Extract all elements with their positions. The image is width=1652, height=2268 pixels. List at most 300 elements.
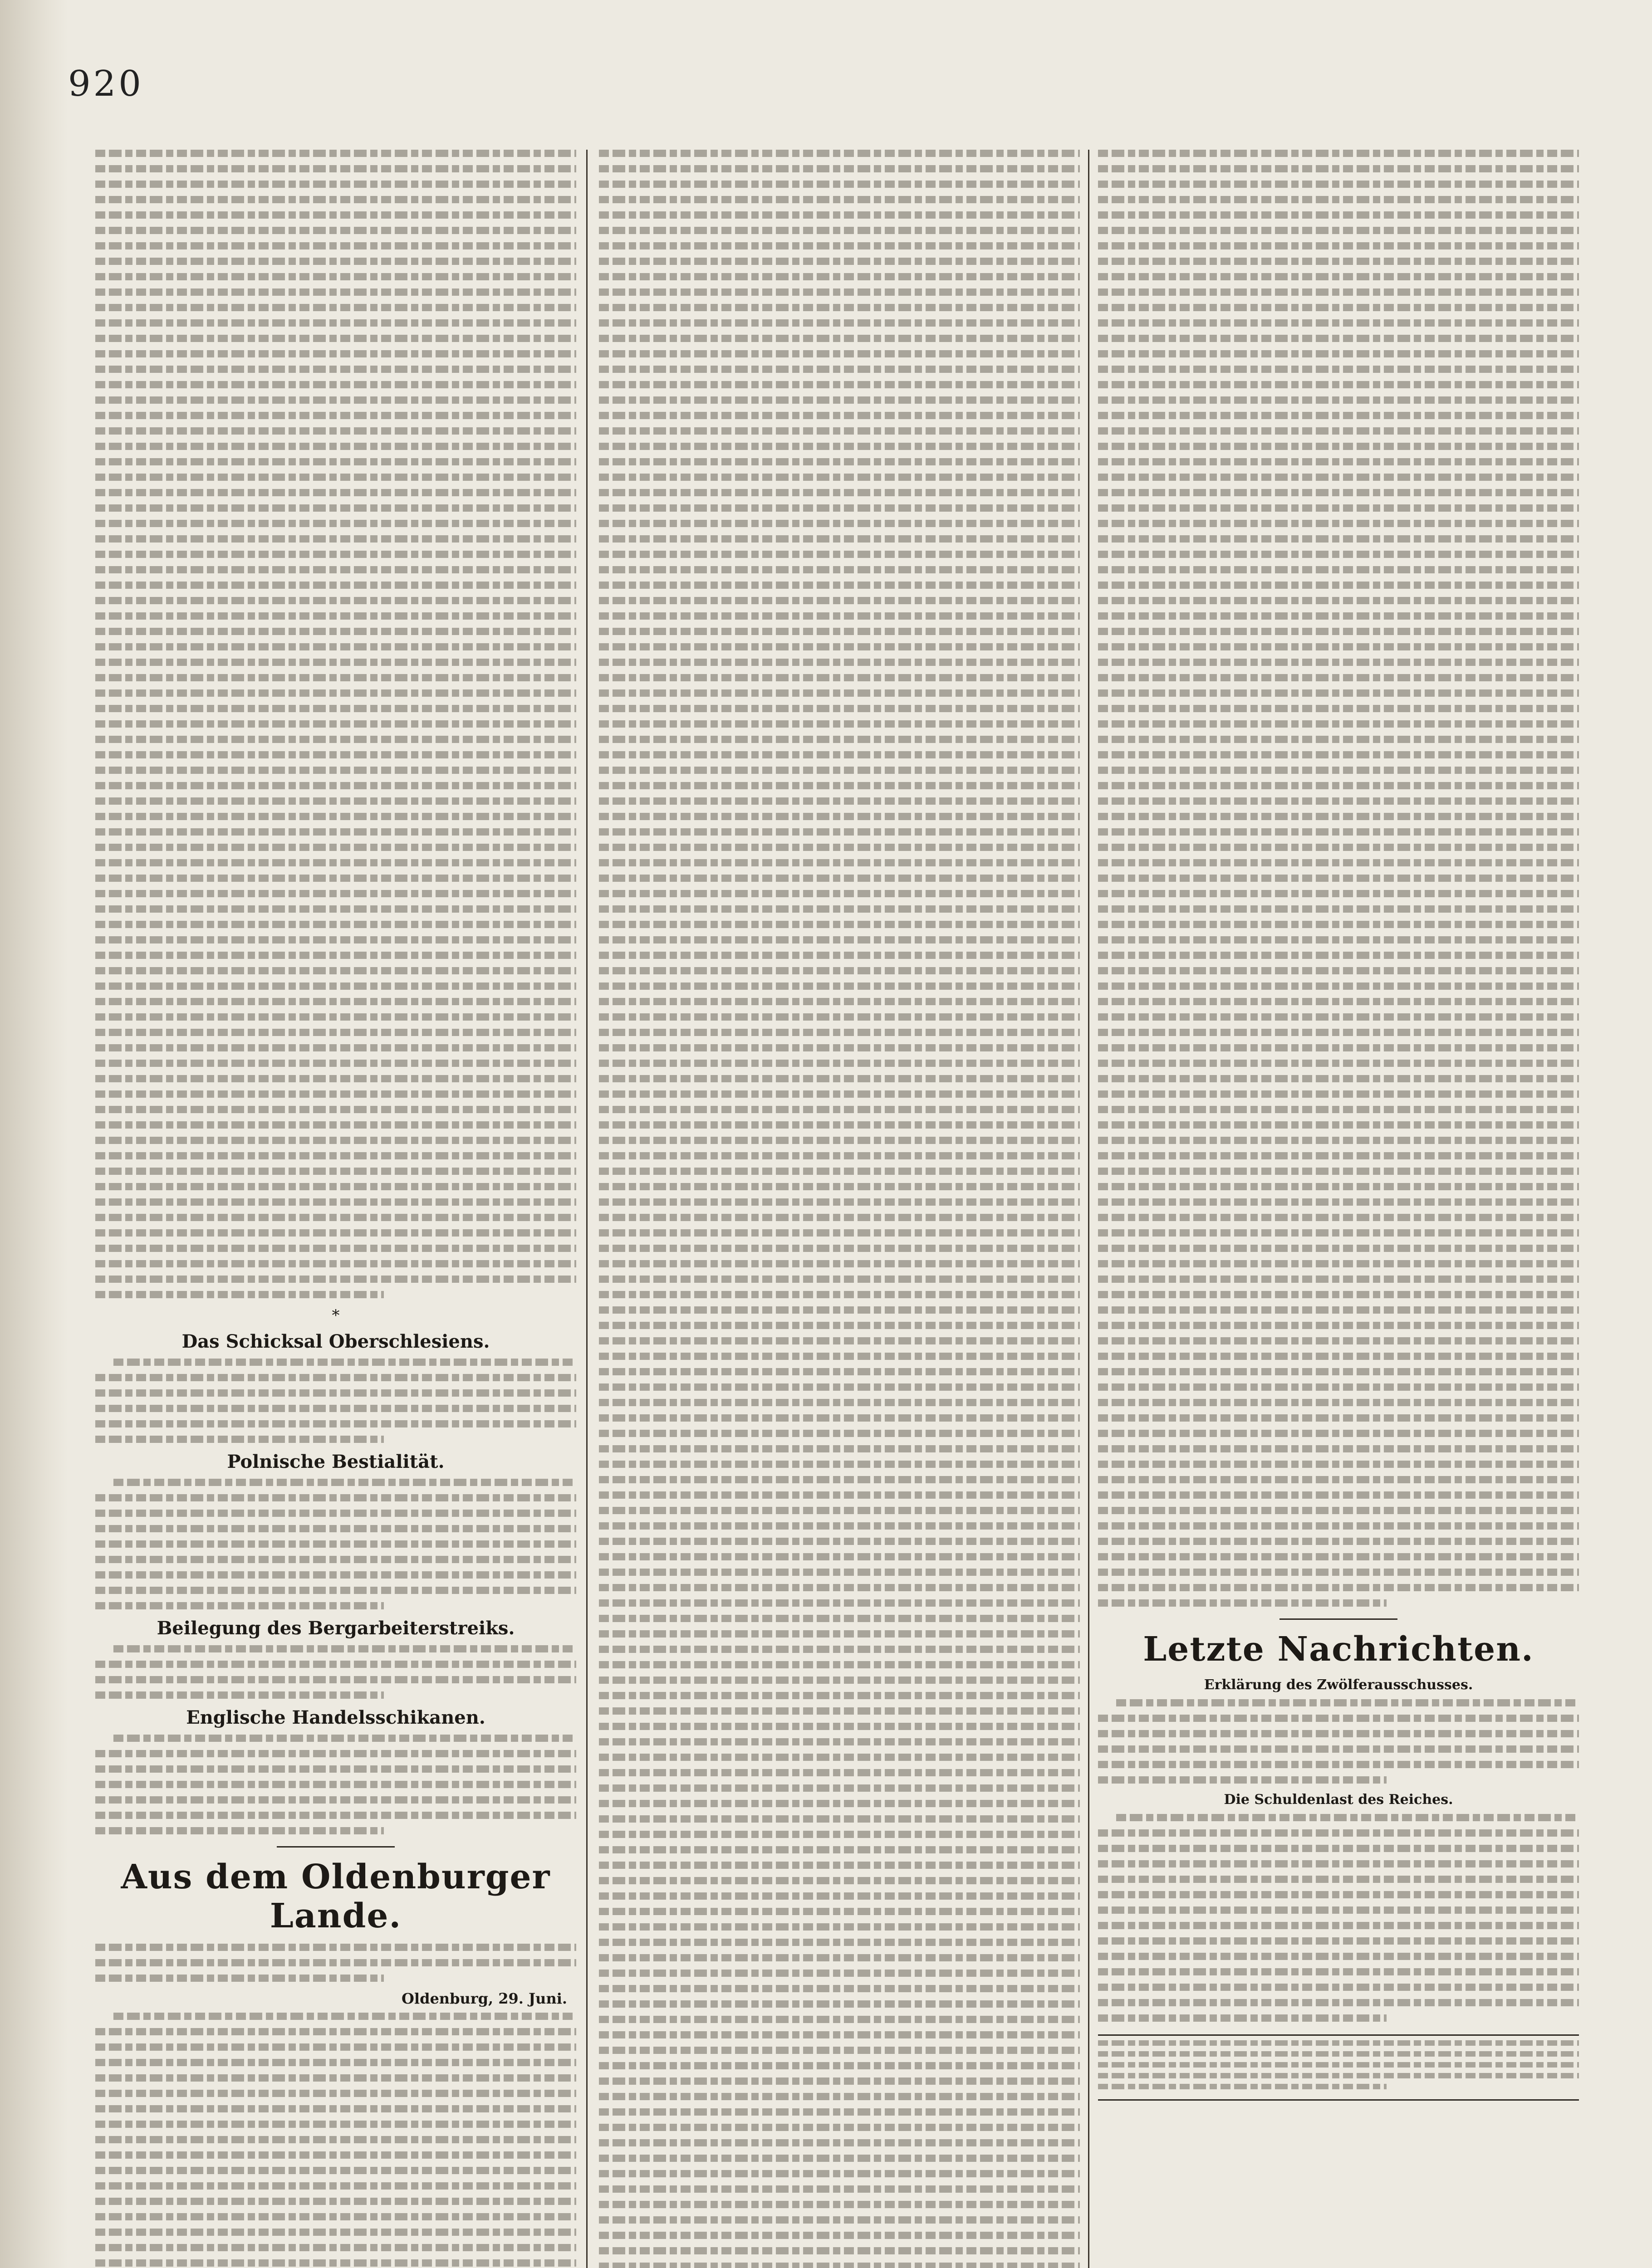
text-line [599, 1276, 1080, 1283]
text-line [599, 1260, 1080, 1267]
text-line [1098, 628, 1579, 635]
text-line [599, 165, 1080, 172]
text-line [1098, 1937, 1579, 1945]
text-line [599, 1121, 1080, 1129]
text-line [95, 736, 576, 743]
text-line [95, 288, 576, 296]
text-line [95, 1525, 576, 1532]
text-line [1098, 1137, 1579, 1144]
text-line [1098, 998, 1579, 1005]
text-line [95, 504, 576, 512]
text-line [599, 258, 1080, 265]
text-line [1098, 705, 1579, 712]
text-line [599, 1646, 1080, 1653]
text-line [599, 427, 1080, 435]
text-line [599, 2000, 1080, 2008]
text-line [599, 474, 1080, 481]
text-line [599, 489, 1080, 496]
text-line [1098, 150, 1579, 157]
text-line [95, 1827, 384, 1834]
text-line [95, 350, 576, 357]
text-line [1098, 443, 1579, 450]
text-line [95, 242, 576, 249]
text-line [599, 1599, 1080, 1607]
text-line [599, 1923, 1080, 1931]
text-line [95, 1075, 576, 1082]
text-line [1098, 504, 1579, 512]
text-line [1098, 1245, 1579, 1252]
text-line [599, 1445, 1080, 1452]
text-line [599, 936, 1080, 943]
text-line [599, 1106, 1080, 1113]
text-line [599, 1322, 1080, 1329]
text-line [599, 1877, 1080, 1884]
text-line [1098, 2040, 1579, 2046]
text-line [95, 828, 576, 836]
text-line [95, 2167, 576, 2174]
text-line [95, 366, 576, 373]
text-line [1098, 782, 1579, 789]
text-line [95, 797, 576, 805]
text-line [95, 813, 576, 820]
text-line [1098, 1507, 1579, 1514]
text-line [599, 335, 1080, 342]
text-line [1098, 1584, 1579, 1591]
text-line [95, 181, 576, 188]
text-line [599, 535, 1080, 543]
text-line [95, 2182, 576, 2190]
text-line [95, 1137, 576, 1144]
text-line [1098, 273, 1579, 280]
text-line [599, 921, 1080, 928]
text-line [95, 2121, 576, 2128]
text-line [95, 335, 576, 342]
text-line [599, 1738, 1080, 1745]
text-line [1098, 489, 1579, 496]
text-line [1098, 751, 1579, 758]
text-line [1098, 1553, 1579, 1560]
heading-bergarbeiter: Beilegung des Bergarbeiterstreiks. [157, 1618, 515, 1639]
text-line [599, 2139, 1080, 2146]
text-line [95, 1183, 576, 1190]
text-line [95, 458, 576, 465]
text-line [95, 1389, 576, 1397]
text-line [95, 2028, 576, 2035]
text-line [1098, 196, 1579, 203]
text-line [95, 396, 576, 404]
text-line [95, 319, 576, 327]
text-line [95, 1750, 576, 1757]
text-line [1098, 335, 1579, 342]
text-line [95, 782, 576, 789]
text-line [95, 1812, 576, 1819]
text-line [95, 998, 576, 1005]
text-line [95, 1436, 384, 1443]
text-line [599, 2016, 1080, 2023]
text-line [599, 952, 1080, 959]
text-line [599, 1908, 1080, 1915]
text-line [95, 1661, 576, 1668]
text-line [1098, 1291, 1579, 1298]
text-line [95, 443, 576, 450]
text-line [599, 458, 1080, 465]
text-line [95, 1245, 576, 1252]
text-line [1098, 1306, 1579, 1314]
text-line [599, 1538, 1080, 1545]
text-line [1098, 1029, 1579, 1036]
text-line [1098, 551, 1579, 558]
text-line [95, 659, 576, 666]
text-line [1098, 288, 1579, 296]
text-line [599, 797, 1080, 805]
text-line [95, 427, 576, 435]
text-line [599, 1183, 1080, 1190]
text-line [1098, 1968, 1579, 1975]
text-line [1098, 1522, 1579, 1530]
text-line [1098, 1538, 1579, 1545]
text-line [599, 211, 1080, 219]
text-line [1098, 1599, 1387, 1607]
text-line [599, 1306, 1080, 1314]
text-line [95, 1691, 384, 1699]
text-line [95, 1975, 384, 1982]
text-line [599, 767, 1080, 774]
text-line [1098, 967, 1579, 974]
text-line [1098, 381, 1579, 388]
text-line [1098, 227, 1579, 234]
text-line [1098, 181, 1579, 188]
text-line [95, 1229, 576, 1237]
text-line [1098, 1353, 1579, 1360]
text-line [113, 1479, 576, 1486]
text-line [1098, 1368, 1579, 1375]
text-line [1098, 767, 1579, 774]
text-line [1098, 1322, 1579, 1329]
text-line [599, 1029, 1080, 1036]
text-line [599, 1214, 1080, 1221]
text-line [95, 751, 576, 758]
text-line [599, 2108, 1080, 2116]
text-line [95, 2074, 576, 2082]
text-line [1098, 2062, 1579, 2068]
text-line [599, 813, 1080, 820]
text-line [95, 474, 576, 481]
text-line [599, 1152, 1080, 1159]
text-line [599, 1399, 1080, 1406]
text-line [95, 211, 576, 219]
text-line [1098, 1491, 1579, 1499]
text-line [599, 1168, 1080, 1175]
text-line [599, 982, 1080, 990]
text-line [599, 828, 1080, 836]
article-body [95, 150, 576, 1298]
text-line [1098, 612, 1579, 620]
text-line [95, 2244, 576, 2251]
text-line [599, 597, 1080, 604]
text-line [95, 952, 576, 959]
text-line [599, 2047, 1080, 2054]
text-line [1098, 982, 1579, 990]
heading-zwoelferausschuss: Erklärung des Zwölferausschusses. [1204, 1677, 1473, 1693]
text-line [1098, 1745, 1579, 1753]
text-line [599, 1630, 1080, 1637]
text-line [599, 659, 1080, 666]
text-line [95, 2136, 576, 2143]
text-line [1098, 1761, 1579, 1768]
text-line [1098, 689, 1579, 697]
text-line [599, 1414, 1080, 1422]
text-line [599, 1784, 1080, 1792]
text-line [599, 859, 1080, 866]
text-line [95, 1260, 576, 1267]
text-line [599, 1831, 1080, 1838]
text-line [1098, 813, 1579, 820]
text-line [95, 1060, 576, 1067]
text-line [1098, 2073, 1579, 2078]
text-line [95, 2151, 576, 2159]
text-line [95, 1676, 576, 1683]
text-line [599, 1476, 1080, 1483]
text-line [95, 982, 576, 990]
text-line [1098, 936, 1579, 943]
text-line [599, 1862, 1080, 1869]
dateline-oldenburg: Oldenburg, 29. Juni. [402, 1990, 567, 2007]
text-line [1098, 736, 1579, 743]
text-line [1098, 1999, 1579, 2006]
text-line [1098, 396, 1579, 404]
text-line [599, 875, 1080, 882]
text-line [1098, 1229, 1579, 1237]
text-line [1098, 304, 1579, 311]
text-line [599, 2232, 1080, 2239]
text-line [1098, 1152, 1579, 1159]
text-line [599, 782, 1080, 789]
text-line [95, 1944, 576, 1951]
text-line [1098, 1445, 1579, 1452]
text-line [95, 628, 576, 635]
text-line [95, 535, 576, 543]
text-line [1098, 1106, 1579, 1113]
text-line [95, 612, 576, 620]
text-line [95, 1781, 576, 1788]
separator-star: * [332, 1306, 340, 1325]
text-line [1098, 412, 1579, 419]
text-line [95, 150, 576, 157]
text-line [95, 2259, 576, 2267]
text-line [599, 1337, 1080, 1344]
text-line [1098, 643, 1579, 650]
text-line [599, 288, 1080, 296]
text-line [95, 566, 576, 573]
text-line [113, 1359, 576, 1366]
text-line [1098, 458, 1579, 465]
text-line [1098, 720, 1579, 728]
page-number: 920 [68, 64, 144, 104]
text-line [1098, 582, 1579, 589]
text-line [599, 2062, 1080, 2069]
text-line [599, 1584, 1080, 1591]
text-line [599, 551, 1080, 558]
text-line [1098, 844, 1579, 851]
heading-schuldenlast: Die Schuldenlast des Reiches. [1224, 1792, 1453, 1808]
text-line [599, 905, 1080, 913]
text-line [1098, 875, 1579, 882]
text-line [95, 1420, 576, 1427]
text-line [95, 2213, 576, 2220]
section-rule [1279, 1618, 1397, 1620]
text-line [95, 1214, 576, 1221]
text-line [599, 1491, 1080, 1499]
text-line [95, 582, 576, 589]
text-line [1098, 1214, 1579, 1221]
text-line [599, 443, 1080, 450]
text-line [599, 1291, 1080, 1298]
text-line [1098, 859, 1579, 866]
text-line [1098, 674, 1579, 681]
text-line [599, 242, 1080, 249]
text-line [599, 1692, 1080, 1699]
text-line [95, 1044, 576, 1051]
text-line [95, 1510, 576, 1517]
text-line [95, 412, 576, 419]
text-line [599, 366, 1080, 373]
text-line [1098, 1715, 1579, 1722]
text-line [599, 998, 1080, 1005]
text-line [95, 1959, 576, 1966]
text-line [1098, 1845, 1579, 1852]
text-line [95, 273, 576, 280]
text-line [95, 1168, 576, 1175]
text-line [599, 1090, 1080, 1098]
text-line [95, 1106, 576, 1113]
page-binding-shadow [0, 0, 68, 2268]
text-line [1098, 2051, 1579, 2057]
text-line [1098, 1922, 1579, 1929]
text-line [1098, 659, 1579, 666]
text-line [599, 612, 1080, 620]
text-line [599, 1892, 1080, 1900]
text-line [599, 1522, 1080, 1530]
text-line [599, 396, 1080, 404]
text-line [1098, 1414, 1579, 1422]
text-line [599, 2201, 1080, 2208]
text-line [599, 2093, 1080, 2100]
text-line [599, 890, 1080, 897]
text-line [1098, 1891, 1579, 1898]
text-line [95, 304, 576, 311]
text-line [599, 1569, 1080, 1576]
text-line [1098, 1013, 1579, 1021]
text-line [599, 1707, 1080, 1715]
text-line [1098, 474, 1579, 481]
text-line [599, 844, 1080, 851]
text-line [599, 1723, 1080, 1730]
text-line [95, 705, 576, 712]
text-line [1098, 1198, 1579, 1206]
text-line [599, 227, 1080, 234]
text-line [95, 196, 576, 203]
text-line [1116, 1814, 1579, 1821]
text-line [95, 551, 576, 558]
text-line [95, 1765, 576, 1773]
text-line [1098, 1461, 1579, 1468]
text-line [599, 196, 1080, 203]
text-line [599, 504, 1080, 512]
text-line [95, 489, 576, 496]
text-line [599, 2216, 1080, 2224]
text-line [113, 1645, 576, 1652]
text-line [95, 1152, 576, 1159]
text-line [95, 936, 576, 943]
text-line [599, 150, 1080, 157]
text-line [95, 2059, 576, 2066]
column-rule [1088, 150, 1089, 2268]
text-line [1098, 1476, 1579, 1483]
text-line [95, 1602, 384, 1609]
text-line [1098, 1569, 1579, 1576]
text-line [1098, 921, 1579, 928]
text-line [95, 165, 576, 172]
text-line [95, 1494, 576, 1501]
text-line [1098, 952, 1579, 959]
text-line [1098, 2084, 1387, 2089]
text-line [1098, 905, 1579, 913]
text-line [599, 1954, 1080, 1961]
text-line [1098, 165, 1579, 172]
text-line [1098, 1383, 1579, 1391]
text-line [95, 1121, 576, 1129]
text-line [1098, 566, 1579, 573]
text-line [95, 967, 576, 974]
text-line [599, 181, 1080, 188]
text-line [1098, 1906, 1579, 1914]
heading-handelsschikanen: Englische Handelsschikanen. [186, 1707, 485, 1728]
text-line [599, 1137, 1080, 1144]
column-rule [586, 150, 588, 2268]
text-line [95, 1291, 384, 1298]
text-line [95, 875, 576, 882]
text-line [95, 844, 576, 851]
text-line [95, 1571, 576, 1579]
text-line [599, 1507, 1080, 1514]
text-line [95, 1013, 576, 1021]
text-line [599, 1044, 1080, 1051]
text-line [599, 2247, 1080, 2254]
text-line [95, 1029, 576, 1036]
text-line [95, 1556, 576, 1563]
text-line [1098, 1953, 1579, 1960]
text-line [599, 1769, 1080, 1776]
text-line [1098, 1121, 1579, 1129]
text-line [1098, 1430, 1579, 1437]
text-line [95, 674, 576, 681]
text-line [599, 381, 1080, 388]
text-line [1098, 597, 1579, 604]
text-line [1098, 1876, 1579, 1883]
text-line [95, 381, 576, 388]
text-line [1098, 1060, 1579, 1067]
text-line [1098, 1168, 1579, 1175]
text-line [599, 1939, 1080, 1946]
text-line [113, 1735, 576, 1742]
heading-letzte-nachrichten: Letzte Nachrichten. [1143, 1630, 1534, 1669]
text-line [95, 921, 576, 928]
text-line [1098, 1276, 1579, 1283]
text-line [599, 1615, 1080, 1622]
text-line [599, 967, 1080, 974]
text-line [95, 643, 576, 650]
text-line [95, 1796, 576, 1804]
